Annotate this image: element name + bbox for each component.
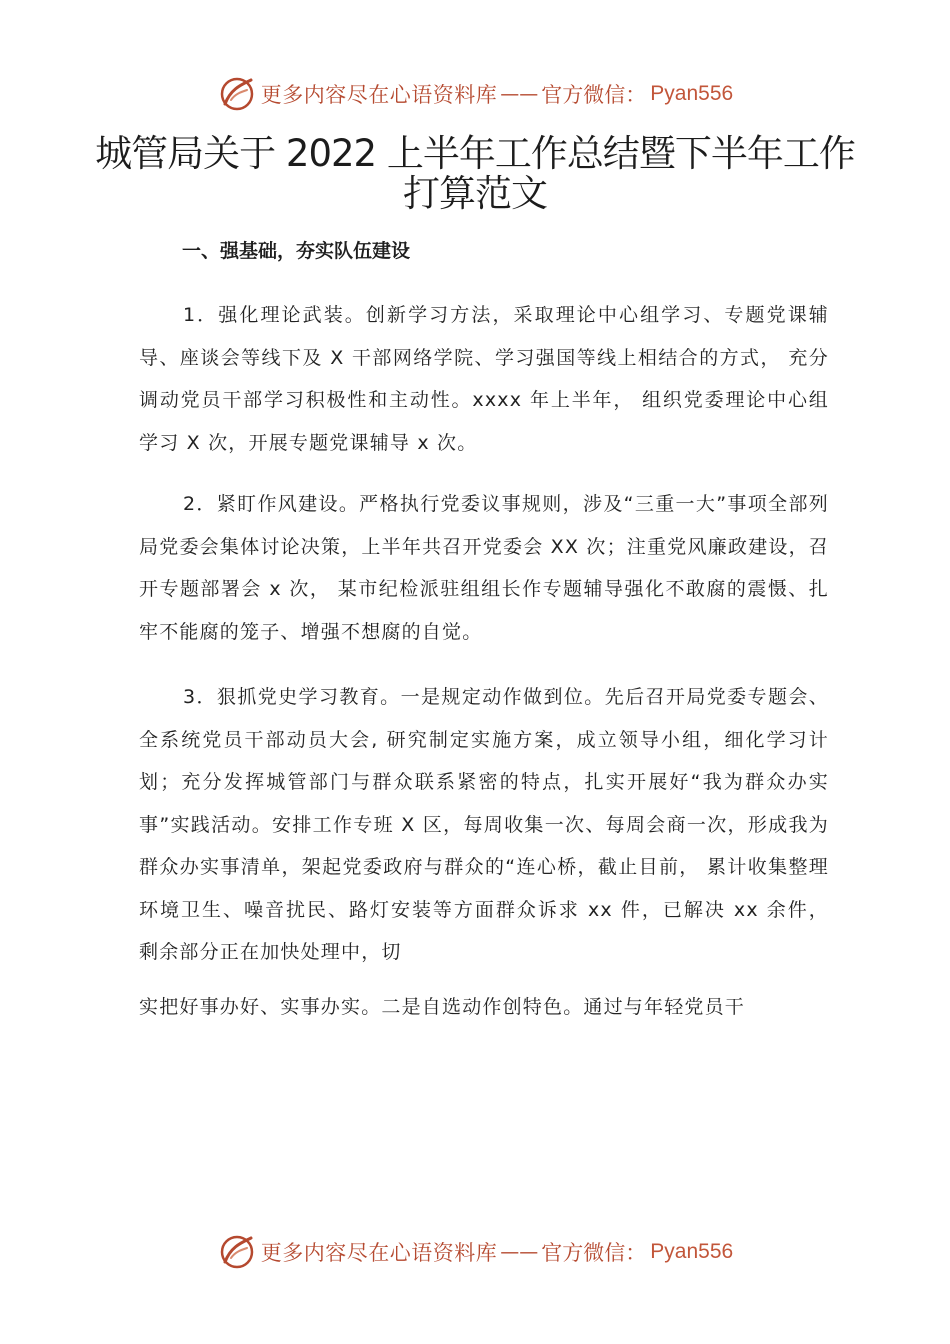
logo-icon [217, 74, 257, 114]
document-title: 城管局关于 2022 上半年工作总结暨下半年工作打算范文 [95, 132, 855, 215]
footer-watermark-banner [0, 1228, 950, 1276]
banner-separator: —— [500, 1241, 539, 1263]
banner-wechat-id: Pyan556 [650, 82, 734, 105]
paragraph-4: 实把好事办好、实事办实。二是自选动作创特色。通过与年轻党员干 [139, 996, 746, 1018]
banner-wechat-label: 官方微信： [541, 1241, 647, 1265]
header-watermark-banner [0, 70, 950, 118]
logo-icon [217, 1232, 257, 1272]
paragraph-3: 3．狠抓党史学习教育。一是规定动作做到位。先后召开局党委专题会、全系统党员干部动员大会, 研究制定实施方案，成立领导小组，细化学习计划；充分发挥城管部门与群众联系紧密的特点，扎实开展好“我为群众办实事”实践活动。安排工作专班 X 区，每周收集一次、每周会商一次，形成我为群众办实事清单，架起党委政府与群众的“连心桥，截止目前， 累计收集整理环境卫生、噪音扰民、路灯安装等方面群众诉求 xx 件，已解决 xx 余件， 剩余部分正在加快处理中，切 [139, 686, 829, 963]
banner-wechat-label: 官方微信： [541, 83, 647, 107]
banner-separator: —— [500, 83, 539, 105]
paragraph-2: 2．紧盯作风建设。严格执行党委议事规则，涉及“三重一大”事项全部列局党委会集体讨论决策，上半年共召开党委会 XX 次；注重党风廉政建设，召开专题部署会 x 次， 某市纪检派驻组组长作专题辅导强化不敢腐的震慑、扎牢不能腐的笼子、增强不想腐的自觉。 [139, 493, 829, 643]
banner-text: 更多内容尽在心语资料库 [260, 83, 498, 107]
paragraph-1: 1．强化理论武装。创新学习方法，采取理论中心组学习、专题党课辅导、座谈会等线下及 X 干部网络学院、学习强国等线上相结合的方式， 充分调动党员干部学习积极性和主动性。xxxx 年上半年， 组织党委理论中心组学习 X 次，开展专题党课辅导 x 次。 [139, 304, 829, 454]
banner-wechat-id: Pyan556 [650, 1240, 734, 1263]
banner-text: 更多内容尽在心语资料库 [260, 1241, 498, 1265]
section-heading: 一、强基础，夯实队伍建设 [182, 240, 411, 262]
